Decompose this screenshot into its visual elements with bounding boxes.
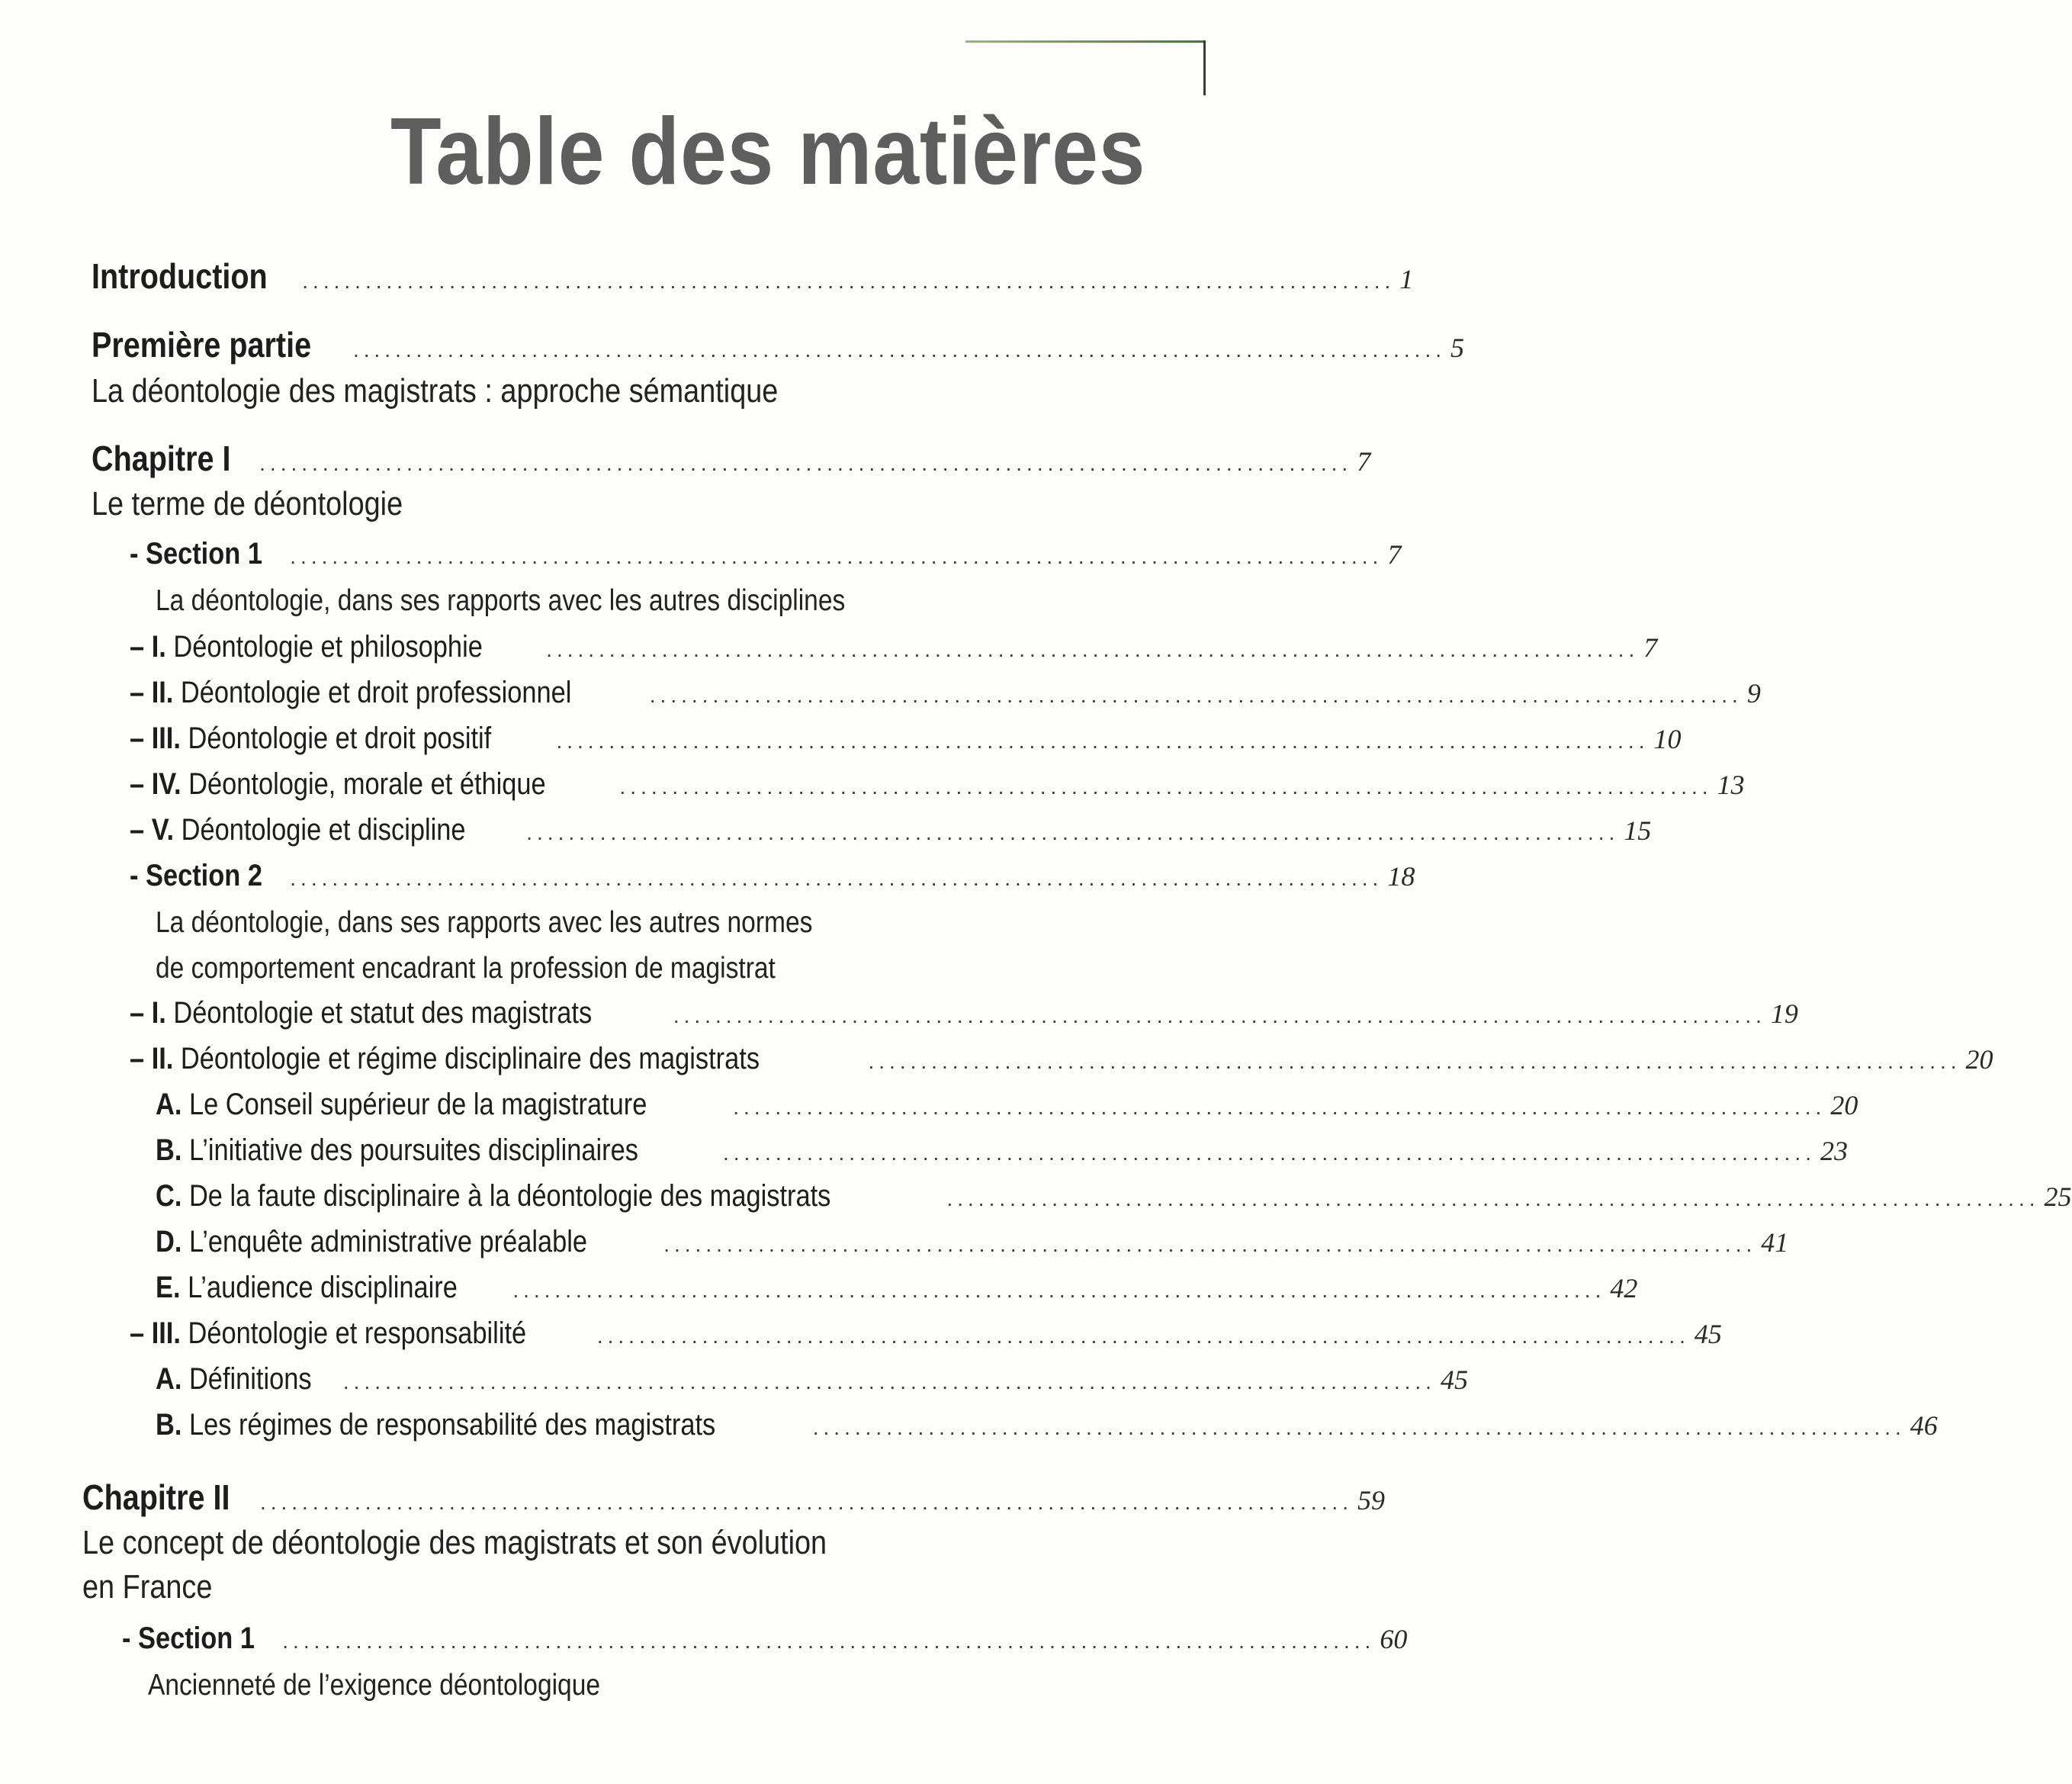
- toc-entry-premiere-partie[interactable]: [92, 324, 1465, 370]
- toc-entry-subtitle-line-2: en France: [82, 1568, 213, 1606]
- page-number: 59: [1357, 1485, 1385, 1516]
- page-number: 5: [1450, 333, 1465, 363]
- leader-dots: ........................................................................................................: [290, 545, 1383, 568]
- page-number: 7: [1387, 539, 1402, 570]
- toc-entry-label: Les régimes de responsabilité des magistrats: [188, 1408, 716, 1442]
- toc-entry-label: L’enquête administrative préalable: [188, 1225, 588, 1258]
- page-number: 7: [1643, 632, 1658, 663]
- toc-entry-label: Première partie: [92, 325, 312, 365]
- page-number: 20: [1965, 1044, 1993, 1075]
- toc-entry[interactable]: [130, 1316, 1722, 1362]
- toc-entry-subtitle: La déontologie des magistrats : approche sémantique: [92, 372, 779, 410]
- leader-dots: ........................................................................................................: [302, 269, 1396, 293]
- toc-entry[interactable]: [156, 1088, 1858, 1133]
- toc-entry[interactable]: [130, 722, 1682, 767]
- page-number: 42: [1610, 1273, 1638, 1303]
- leader-dots: ........................................................................................................: [352, 338, 1447, 362]
- page-number: 1: [1399, 264, 1414, 294]
- leader-dots: ........................................................................................................: [512, 1278, 1606, 1302]
- toc-entry-subtitle: Le concept de déontologie des magistrats et son évolution: [82, 1524, 827, 1561]
- leader-dots: ........................................................................................................: [259, 1490, 1353, 1514]
- toc-entry[interactable]: [130, 813, 1652, 859]
- leader-dots: ........................................................................................................: [282, 1629, 1376, 1653]
- page-number: 19: [1770, 998, 1798, 1029]
- leader-dots: ........................................................................................................: [259, 452, 1353, 475]
- corner-rule: [965, 40, 1205, 43]
- toc-entry[interactable]: [130, 676, 1761, 722]
- toc-entry-label: Déontologie et régime disciplinaire des magistrats: [180, 1042, 760, 1075]
- leader-dots: ........................................................................................................: [722, 1141, 1816, 1165]
- toc-entry-label: Déontologie et discipline: [181, 813, 466, 847]
- toc-entry-chapitre-2[interactable]: [82, 1477, 1385, 1522]
- leader-dots: ........................................................................................................: [812, 1416, 1906, 1439]
- entry-marker: A.: [156, 1088, 182, 1121]
- leader-dots: ........................................................................................................: [342, 1370, 1436, 1393]
- leader-dots: ........................................................................................................: [649, 683, 1743, 707]
- leader-dots: ........................................................................................................: [619, 775, 1713, 799]
- entry-marker: D.: [156, 1225, 182, 1258]
- page-number: 23: [1820, 1136, 1848, 1166]
- toc-entry-label: Déontologie et droit professionnel: [180, 676, 572, 709]
- entry-marker: A.: [156, 1362, 182, 1396]
- entry-marker: – II.: [130, 1042, 174, 1075]
- toc-entry-label: Déontologie et statut des magistrats: [173, 996, 593, 1030]
- toc-entry-introduction[interactable]: [92, 256, 1414, 301]
- toc-entry-label: Le Conseil supérieur de la magistrature: [188, 1088, 647, 1121]
- entry-marker: – IV.: [130, 767, 182, 801]
- toc-entry-subtitle: Le terme de déontologie: [92, 485, 403, 522]
- toc-entry[interactable]: [130, 767, 1745, 813]
- toc-entry-label: Déontologie et responsabilité: [188, 1316, 527, 1350]
- leader-dots: ........................................................................................................: [946, 1187, 2040, 1210]
- leader-dots: ........................................................................................................: [596, 1324, 1690, 1348]
- entry-marker: – II.: [130, 676, 174, 709]
- toc-entry-label: De la faute disciplinaire à la déontologie des magistrats: [188, 1179, 831, 1213]
- page-number: 10: [1653, 724, 1682, 754]
- page-number: 18: [1387, 861, 1415, 892]
- entry-marker: C.: [156, 1179, 182, 1213]
- leader-dots: ........................................................................................................: [546, 638, 1640, 661]
- page-number: 45: [1440, 1365, 1468, 1395]
- leader-dots: ........................................................................................................: [290, 866, 1383, 890]
- toc-entry[interactable]: [130, 996, 1798, 1042]
- leader-dots: ........................................................................................................: [556, 729, 1650, 753]
- toc-entry-label: L’audience disciplinaire: [188, 1271, 458, 1304]
- page-number: 41: [1761, 1227, 1789, 1258]
- page-number: 7: [1357, 446, 1371, 477]
- page-title: Table des matières: [390, 99, 1145, 204]
- corner-rule-vertical: [1203, 40, 1206, 95]
- toc-entry-section-1-ch2[interactable]: [122, 1622, 1408, 1667]
- section-marker: - Section 1: [130, 537, 262, 571]
- entry-marker: – III.: [130, 722, 181, 755]
- toc-entry-label: Définitions: [188, 1362, 312, 1396]
- toc-entry-label: Chapitre I: [92, 439, 231, 478]
- entry-marker: E.: [156, 1271, 181, 1304]
- toc-entry-subtitle: La déontologie, dans ses rapports avec les autres normes: [156, 906, 813, 939]
- leader-dots: ........................................................................................................: [526, 821, 1620, 844]
- toc-entry-subtitle: La déontologie, dans ses rapports avec les autres disciplines: [156, 584, 846, 617]
- toc-entry-label: Chapitre II: [82, 1477, 230, 1517]
- entry-marker: – I.: [130, 996, 166, 1030]
- entry-marker: – V.: [130, 813, 175, 847]
- page-number: 9: [1746, 678, 1761, 709]
- entry-marker: – I.: [130, 630, 166, 664]
- toc-entry[interactable]: [156, 1179, 2072, 1225]
- section-marker: - Section 2: [130, 859, 262, 892]
- leader-dots: ........................................................................................................: [733, 1095, 1826, 1119]
- page-number: 25: [2044, 1181, 2072, 1212]
- page-number: 60: [1380, 1624, 1408, 1654]
- leader-dots: ........................................................................................................: [673, 1004, 1766, 1027]
- entry-marker: B.: [156, 1133, 182, 1167]
- toc-entry-label: Déontologie et droit positif: [188, 722, 492, 755]
- leader-dots: ........................................................................................................: [868, 1050, 1961, 1073]
- leader-dots: ........................................................................................................: [663, 1233, 1757, 1256]
- toc-entry-section-2[interactable]: [130, 859, 1415, 905]
- entry-marker: B.: [156, 1408, 182, 1442]
- toc-entry[interactable]: [156, 1225, 1789, 1271]
- page-number: 46: [1910, 1410, 1938, 1441]
- toc-entry-subtitle: Ancienneté de l’exigence déontologique: [148, 1669, 601, 1702]
- page-number: 15: [1624, 815, 1652, 846]
- page-number: 13: [1717, 770, 1745, 800]
- page-number: 20: [1830, 1090, 1858, 1120]
- entry-marker: – III.: [130, 1316, 181, 1350]
- toc-entry-label: Déontologie, morale et éthique: [188, 767, 546, 801]
- toc-entry[interactable]: [156, 1362, 1468, 1408]
- toc-entry-label: Introduction: [92, 256, 268, 296]
- page-number: 45: [1694, 1319, 1722, 1349]
- toc-entry[interactable]: [156, 1133, 1848, 1179]
- toc-entry-subtitle-line-2: de comportement encadrant la profession de magistrat: [156, 952, 776, 985]
- toc-entry[interactable]: [156, 1271, 1638, 1316]
- toc-entry[interactable]: [156, 1408, 1938, 1454]
- toc-entry-section-1[interactable]: [130, 537, 1402, 583]
- toc-entry-chapitre-1[interactable]: [92, 438, 1371, 484]
- toc-entry-label: L’initiative des poursuites disciplinaires: [188, 1133, 638, 1167]
- toc-entry-label: Déontologie et philosophie: [173, 630, 483, 664]
- section-marker: - Section 1: [122, 1622, 255, 1655]
- toc-entry[interactable]: [130, 630, 1658, 676]
- toc-entry[interactable]: [130, 1042, 1993, 1088]
